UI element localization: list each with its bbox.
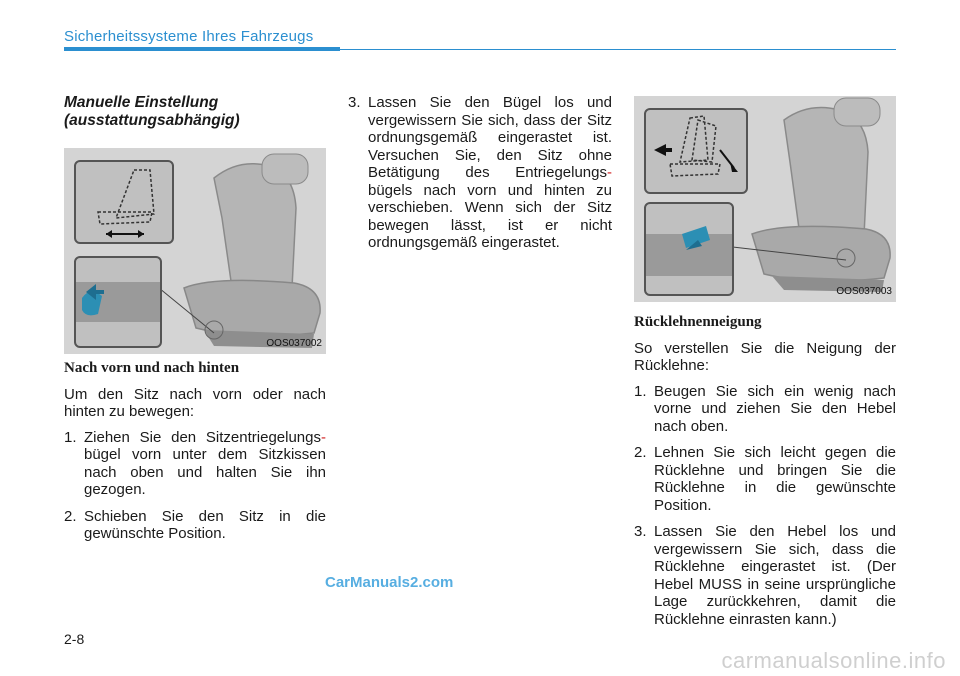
inset-lever-closeup [644,202,734,296]
inset-backrest-diagram [644,108,748,194]
subtitle-manual-adjustment: Manuelle Einstellung (ausstattungsabhängig) [64,94,240,129]
release-lever-icon [76,258,160,346]
list-item: 1. Ziehen Sie den Sitzentriegelungs- bügel vorn unter dem Sitzkissen nach oben und halten Sie ihn gezogen. [64,428,326,498]
section-header-title: Sicherheitssysteme Ihres Fahrzeugs [64,28,314,45]
watermark-link[interactable]: CarManuals2.com [325,574,454,591]
recline-outline-icon [646,110,746,192]
backrest-figure [634,96,896,302]
inset-seat-diagram [74,160,174,244]
figure-code: OOS037002 [266,337,322,349]
page-number: 2-8 [64,631,85,647]
list-item: 2. Schieben Sie den Sitz in die gewünschte Position. [64,507,326,542]
intro-text: So verstellen Sie die Neigung der Rücklehne: [634,339,896,374]
recline-lever-icon [646,204,732,294]
column-left [64,94,326,552]
section-title-forward-backward: Nach vorn und nach hinten [64,360,240,376]
section-title-backrest: Rücklehnenneigung [634,314,762,330]
inset-lever-closeup [74,256,162,348]
list-item: 3. Lassen Sie den Hebel los und vergewissern Sie sich, dass die Rücklehne eingerastet ist. (Der Hebel MUSS in seine ursprüngliche Lage zurückkehren, damit die Rücklehne einrasten kann.) [634,523,896,628]
footer-watermark: carmanualsonline.info [721,648,946,673]
figure-code: OOS037003 [836,285,892,297]
header-rule-thin [340,49,896,50]
column-middle [348,94,612,261]
seat-outline-icon [76,162,172,242]
list-item: 3. Lassen Sie den Bügel los und vergewissern Sie sich, dass der Sitz ordnungsgemäß eingerastet ist. Versuchen Sie, den Sitz ohne Betätigung des Entriegelungs- bügels nach vorn und hinten zu verschieben. Wenn sich der Sitz bewegen lässt, ist er nicht ordnungsgemäß eingerastet. [348,94,612,251]
header-rule-thick [64,47,340,51]
steps-list [634,383,896,629]
intro-text: Um den Sitz nach vorn oder nach hinten zu bewegen: [64,385,326,420]
list-item: 1. Beugen Sie sich ein wenig nach vorne und ziehen Sie den Hebel nach oben. [634,382,896,435]
column-right [634,96,896,637]
seat-slide-figure [64,148,326,354]
list-item: 2. Lehnen Sie sich leicht gegen die Rücklehne und bringen Sie die Rücklehne in die gewünschte Position. [634,444,896,514]
steps-list [64,429,326,543]
steps-list [348,94,612,252]
